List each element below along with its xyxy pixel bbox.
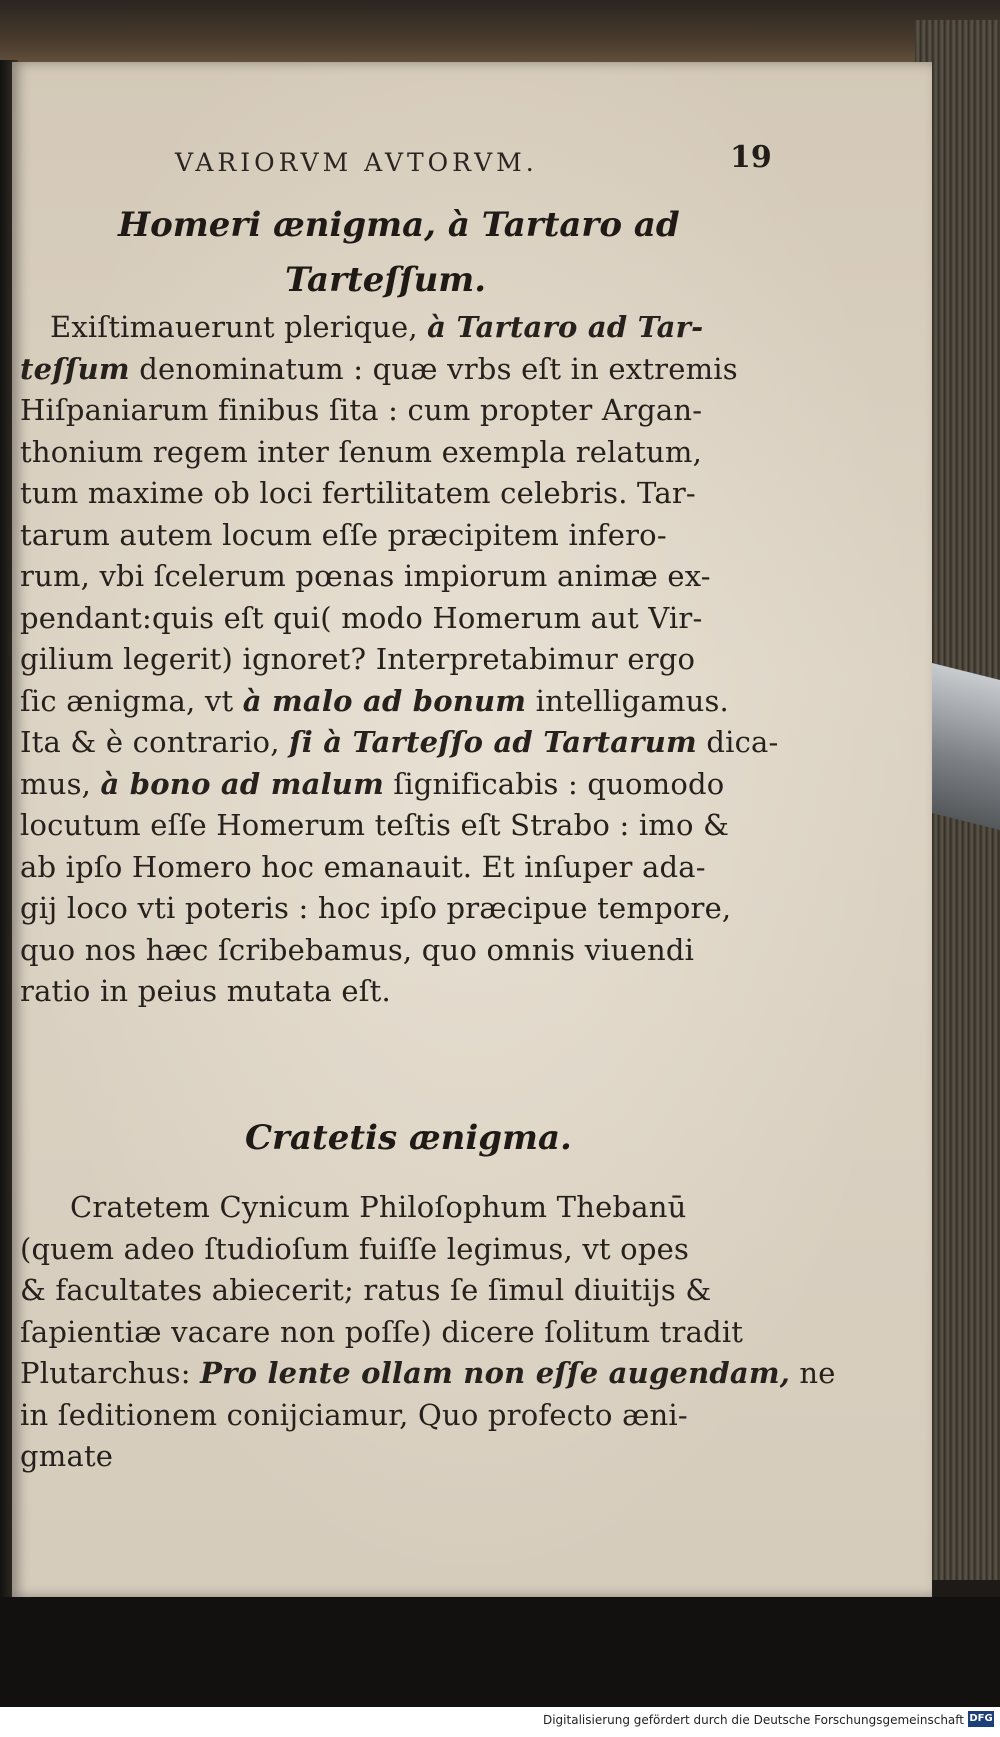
italic-phrase: à Tartaro ad Tar- [427,310,704,344]
text-line [20,435,780,469]
text-line [20,933,780,967]
text-line [20,352,780,386]
text-run: Hiſpaniarum finibus ſita : cum propter Argan- [20,393,703,427]
text-run: Exiſtimauerunt plerique, [50,310,428,344]
text-run: ratio in peius mutata eſt. [20,974,391,1008]
text-line [20,767,780,801]
text-run: ab ipſo Homero hoc emanauit. Et inſuper ada- [20,849,706,884]
text-run: dica- [696,725,779,759]
text-line [20,601,780,635]
section-title-line-1: Homeri ænigma, à Tartaro ad [118,205,680,245]
section-2-title: Cratetis ænigma. [245,1118,572,1158]
italic-phrase: teſſum [20,351,130,386]
text-run: intelligamus. [526,683,729,718]
text-run: Ita & è contrario, [20,725,290,759]
text-run: ſic ænigma, vt [20,683,243,718]
text-line [20,808,780,842]
text-line [20,518,780,552]
text-run: rum, vbi ſcelerum pœnas impiorum animæ ex- [20,559,711,593]
text-line [50,310,810,344]
book-top-edge [0,0,1000,70]
running-head: VARIORVM AVTORVM. [175,148,538,177]
text-line [20,850,780,884]
text-line [20,974,780,1008]
text-run: ſignificabis : quomodo [383,766,725,801]
italic-phrase: à bono ad malum [100,766,384,801]
section-title-line-2: Tarteſſum. [285,260,487,300]
text-run: Cratetem Cynicum Philoſophum Thebanū [70,1190,687,1224]
text-run: ſapientiæ vacare non poſſe) dicere ſolitum tradit [20,1314,744,1349]
text-run: locutum eſſe Homerum teſtis eſt Strabo : imo & [20,808,730,842]
text-line [20,1439,780,1473]
text-line [20,1273,780,1307]
text-run: (quem adeo ſtudioſum fuiſſe legimus, vt opes [20,1231,690,1266]
text-line [20,476,780,510]
italic-phrase: Pro lente ollam non eſſe augendam, [200,1356,790,1390]
text-line [20,393,780,427]
text-run: gij loco vti poteris : hoc ipſo præcipue tempore, [20,891,732,925]
text-run: Plutarchus: [20,1356,201,1390]
text-run: mus, [20,766,101,801]
footer-credit: Digitalisierung gefördert durch die Deutsche Forschungsgemeinschaft [542,1713,964,1727]
text-run: & facultates abiecerit; ratus ſe ſimul diuitijs & [20,1273,712,1307]
text-run: quo nos hæc ſcribebamus, quo omnis viuendi [20,932,695,967]
italic-phrase: ſi à Tarteſſo ad Tartarum [289,725,697,759]
text-run: gilium legerit) ignoret? Interpretabimur ergo [20,642,696,676]
text-run: denominatum : quæ vrbs eſt in extremis [129,351,738,386]
text-run: ne [790,1356,836,1390]
italic-phrase: à malo ad bonum [242,683,527,718]
text-line [20,642,780,676]
text-line [20,684,780,718]
text-run: pendant:quis eſt qui( modo Homerum aut Vir- [20,600,703,635]
text-line [70,1190,830,1224]
text-run: gmate [20,1439,114,1473]
page-number: 19 [730,140,772,175]
text-run: in ſeditionem conijciamur, Quo profecto æni- [20,1397,688,1432]
dfg-logo: DFG [968,1711,994,1727]
text-line [20,1398,780,1432]
scan-background [0,1597,1000,1707]
text-run: tarum autem locum eſſe præcipitem infero- [20,517,667,552]
text-run: thonium regem inter ſenum exempla relatum, [20,434,702,469]
text-line [20,1356,836,1390]
text-line [20,891,780,925]
text-line [20,1232,780,1266]
text-run: tum maxime ob loci fertilitatem celebris. Tar- [20,476,696,510]
text-line [20,559,780,593]
text-line [20,725,780,759]
text-line [20,1315,780,1349]
